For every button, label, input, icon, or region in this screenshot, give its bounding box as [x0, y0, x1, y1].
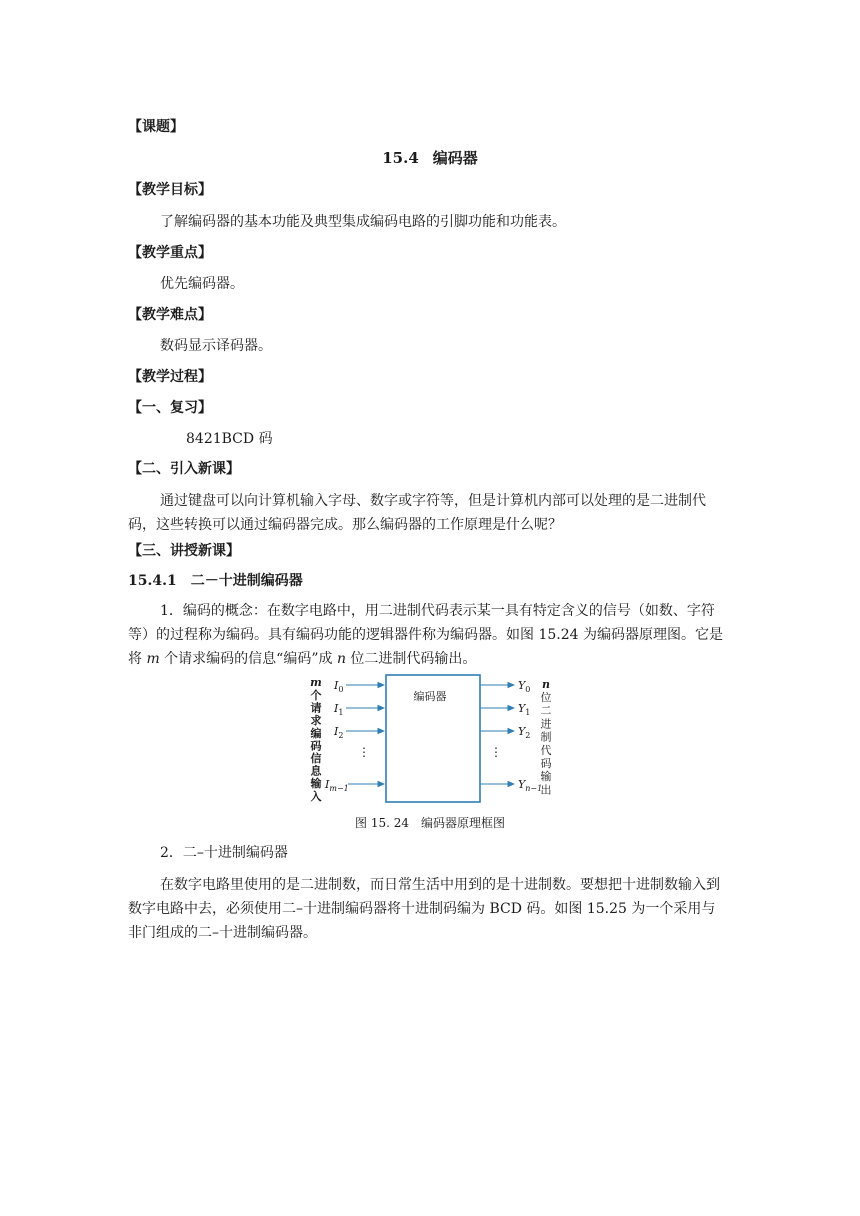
bcd-encoder-heading: 2．二–十进制编码器 — [160, 845, 288, 861]
intro-heading: 【二、引入新课】 — [128, 461, 240, 477]
right-label-char: 进 — [540, 717, 552, 731]
left-label-char: 入 — [310, 789, 322, 803]
concept-text-b: 个请求编码的信息“编码”成 — [159, 651, 337, 667]
input-label: $I_2$ — [334, 725, 344, 740]
section-title: 二－十进制编码器 — [190, 573, 303, 589]
right-label-char: 位 — [540, 691, 552, 704]
process-heading: 【教学过程】 — [128, 369, 212, 385]
left-label-char: 求 — [310, 714, 322, 728]
left-label-char: 请 — [310, 701, 322, 715]
intro-paragraph: 通过键盘可以向计算机输入字母、数字或字符等，但是计算机内部可以处理的是二进制代码，这些转换可以通过编码器完成。那么编码器的工作原理是什么呢？ — [128, 493, 706, 533]
right-label-char: 制 — [540, 730, 552, 744]
left-label-char: 码 — [310, 739, 322, 753]
title-text: 编码器 — [432, 149, 478, 167]
encoder-block-diagram — [308, 672, 558, 806]
difficulty-heading: 【教学难点】 — [128, 307, 212, 323]
key-heading: 【教学重点】 — [128, 245, 212, 261]
right-label-char: 输 — [540, 770, 552, 784]
teach-heading: 【三、讲授新课】 — [128, 543, 240, 559]
output-label: $Y_0$ — [518, 679, 531, 694]
left-label-var: m — [310, 676, 322, 689]
concept-var-m: m — [146, 651, 160, 667]
input-label: $I_0$ — [334, 679, 344, 694]
concept-text-c: 位二进制代码输出。 — [345, 651, 477, 667]
concept-var-n: n — [336, 651, 346, 667]
left-label-char: 编 — [310, 726, 322, 740]
concept-text-a: 1．编码的概念：在数字电路中，用二进制代码表示某一具有特定含义的信号（如数、字符等）的过程称为编码。具有编码功能的逻辑器件称为编码器。如图 15.24 为编码器原理图。它是将 — [128, 603, 723, 667]
goal-text: 了解编码器的基本功能及典型集成编码电路的引脚功能和功能表。 — [160, 214, 566, 230]
left-vertical-label — [310, 688, 323, 803]
input-ellipsis: ⋮ — [358, 745, 370, 759]
output-lines — [480, 679, 542, 793]
input-lines — [324, 679, 384, 793]
difficulty-text: 数码显示译码器。 — [160, 338, 272, 354]
goal-heading: 【教学目标】 — [128, 182, 212, 198]
output-label: $Y_2$ — [518, 725, 531, 740]
input-label: $I_1$ — [334, 702, 344, 717]
concept-paragraph — [128, 599, 728, 671]
left-label-char: 息 — [310, 764, 322, 778]
right-label-char: 二 — [540, 704, 552, 718]
key-text: 优先编码器。 — [160, 276, 244, 292]
title-number: 15.4 — [382, 149, 419, 167]
output-label: $Y_1$ — [518, 702, 531, 717]
review-text: 8421BCD 码 — [186, 431, 273, 447]
right-label-char: 出 — [540, 783, 552, 797]
right-label-char: 代 — [540, 743, 552, 757]
right-vertical-label — [541, 691, 552, 796]
left-label-char: 输 — [310, 777, 322, 791]
section-heading — [128, 571, 303, 591]
output-ellipsis: ⋮ — [490, 745, 502, 759]
right-label-char: 码 — [540, 757, 552, 770]
encoder-box-label: 编码器 — [413, 690, 447, 703]
section-number: 15.4.1 — [128, 573, 177, 589]
left-label-char: 个 — [310, 689, 322, 702]
input-label: $I_{m-1}$ — [325, 778, 349, 793]
topic-heading: 【课题】 — [128, 119, 184, 135]
right-label-var: n — [542, 678, 550, 691]
figure-caption: 图 15. 24 编码器原理框图 — [355, 816, 505, 830]
page-title — [0, 148, 860, 168]
left-label-char: 信 — [310, 752, 322, 765]
output-label: $Y_{n-1}$ — [518, 778, 543, 793]
review-heading: 【一、复习】 — [128, 400, 212, 416]
bcd-encoder-paragraph: 在数字电路里使用的是二进制数，而日常生活中用到的是十进制数。要想把十进制数输入到数字电路中去，必须使用二–十进制编码器将十进制码编为 BCD 码。如图 15.25 为一个采用与非门组成的二–十进制编码器。 — [128, 877, 720, 941]
